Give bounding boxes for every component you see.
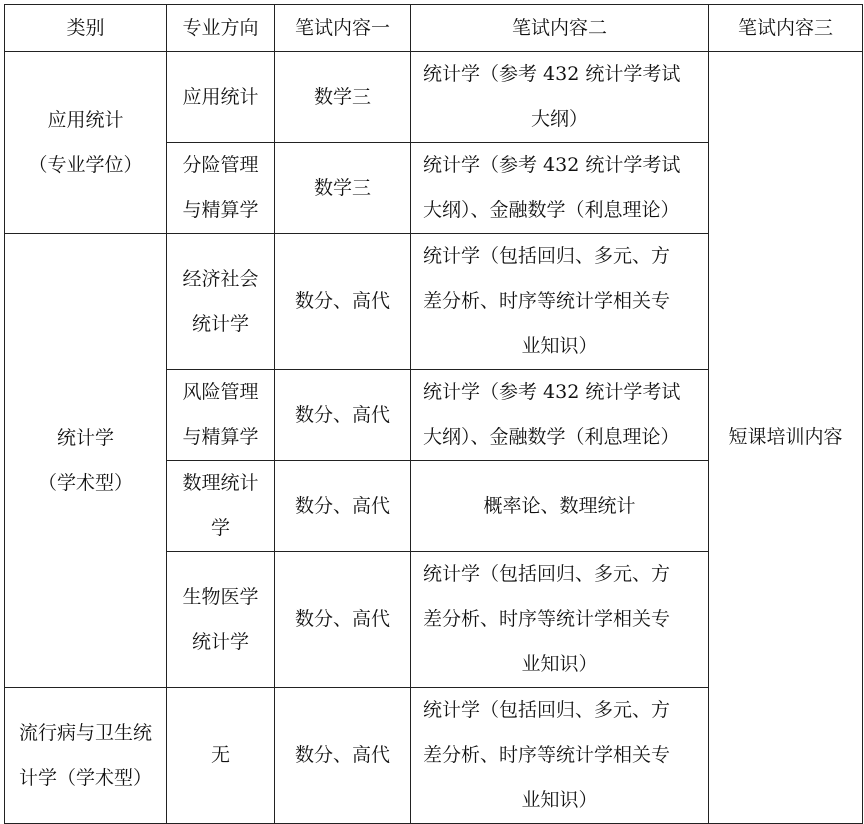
content3-cell: 短课培训内容 xyxy=(709,52,863,824)
category-line: 统计学 xyxy=(56,426,114,449)
direction-line: 数理统计 xyxy=(182,472,259,494)
content2-line: 大纲） xyxy=(530,108,588,130)
content2-line: 业知识） xyxy=(521,789,598,811)
header-content-3: 笔试内容三 xyxy=(709,5,863,52)
content2-cell xyxy=(411,234,709,370)
content2-cell xyxy=(411,52,709,143)
content2-line: 统计学（参考 432 统计学考试 xyxy=(423,154,681,176)
direction-cell xyxy=(167,461,275,552)
direction-line: 风险管理 xyxy=(182,381,259,403)
content2-line: 统计学（参考 432 统计学考试 xyxy=(423,63,681,85)
category-line: 应用统计 xyxy=(47,108,124,131)
content1-cell: 数分、高代 xyxy=(275,234,411,370)
category-line: 计学（学术型） xyxy=(18,766,152,789)
direction-cell xyxy=(167,552,275,688)
direction-cell xyxy=(167,143,275,234)
content2-cell xyxy=(411,552,709,688)
category-line: 流行病与卫生统 xyxy=(18,721,152,744)
content2-cell xyxy=(411,688,709,824)
content2-line: 概率论、数理统计 xyxy=(483,494,636,517)
direction-cell xyxy=(167,370,275,461)
direction-line: 统计学 xyxy=(191,630,249,653)
direction-line: 无 xyxy=(210,744,230,766)
category-line: （学术型） xyxy=(37,471,133,494)
direction-line: 与精算学 xyxy=(182,426,259,448)
content2-line: 差分析、时序等统计学相关专 xyxy=(423,744,671,766)
content1-cell: 数分、高代 xyxy=(275,552,411,688)
category-cell xyxy=(5,688,167,824)
direction-line: 学 xyxy=(210,517,230,539)
category-line: （专业学位） xyxy=(28,153,143,176)
header-content-2: 笔试内容二 xyxy=(411,5,709,52)
content2-line: 统计学（参考 432 统计学考试 xyxy=(423,381,681,403)
content2-cell xyxy=(411,461,709,552)
direction-line: 与精算学 xyxy=(182,199,259,221)
content2-cell xyxy=(411,370,709,461)
direction-line: 应用统计 xyxy=(182,85,259,108)
direction-line: 经济社会 xyxy=(182,267,259,290)
content1-cell: 数分、高代 xyxy=(275,461,411,552)
content2-line: 大纲）、金融数学（利息理论） xyxy=(423,426,680,448)
direction-cell xyxy=(167,688,275,824)
content2-line: 大纲）、金融数学（利息理论） xyxy=(423,199,680,221)
content1-cell: 数分、高代 xyxy=(275,688,411,824)
direction-line: 生物医学 xyxy=(182,585,259,608)
content2-line: 差分析、时序等统计学相关专 xyxy=(423,608,671,630)
content1-cell: 数学三 xyxy=(275,143,411,234)
header-content-1: 笔试内容一 xyxy=(275,5,411,52)
direction-cell xyxy=(167,52,275,143)
category-cell xyxy=(5,52,167,234)
content1-cell: 数学三 xyxy=(275,52,411,143)
content2-line: 业知识） xyxy=(521,335,598,357)
content2-line: 统计学（包括回归、多元、方 xyxy=(423,699,671,721)
content2-line: 业知识） xyxy=(521,653,598,675)
header-category: 类别 xyxy=(5,5,167,52)
direction-line: 统计学 xyxy=(191,312,249,335)
header-direction: 专业方向 xyxy=(167,5,275,52)
content2-line: 统计学（包括回归、多元、方 xyxy=(423,245,671,267)
exam-content-table xyxy=(4,4,863,824)
category-cell xyxy=(5,234,167,688)
header-row xyxy=(5,5,863,52)
content2-line: 差分析、时序等统计学相关专 xyxy=(423,290,671,312)
content2-line: 统计学（包括回归、多元、方 xyxy=(423,563,671,585)
content2-cell xyxy=(411,143,709,234)
direction-cell xyxy=(167,234,275,370)
table-row xyxy=(5,52,863,143)
direction-line: 分险管理 xyxy=(182,154,259,176)
content1-cell: 数分、高代 xyxy=(275,370,411,461)
